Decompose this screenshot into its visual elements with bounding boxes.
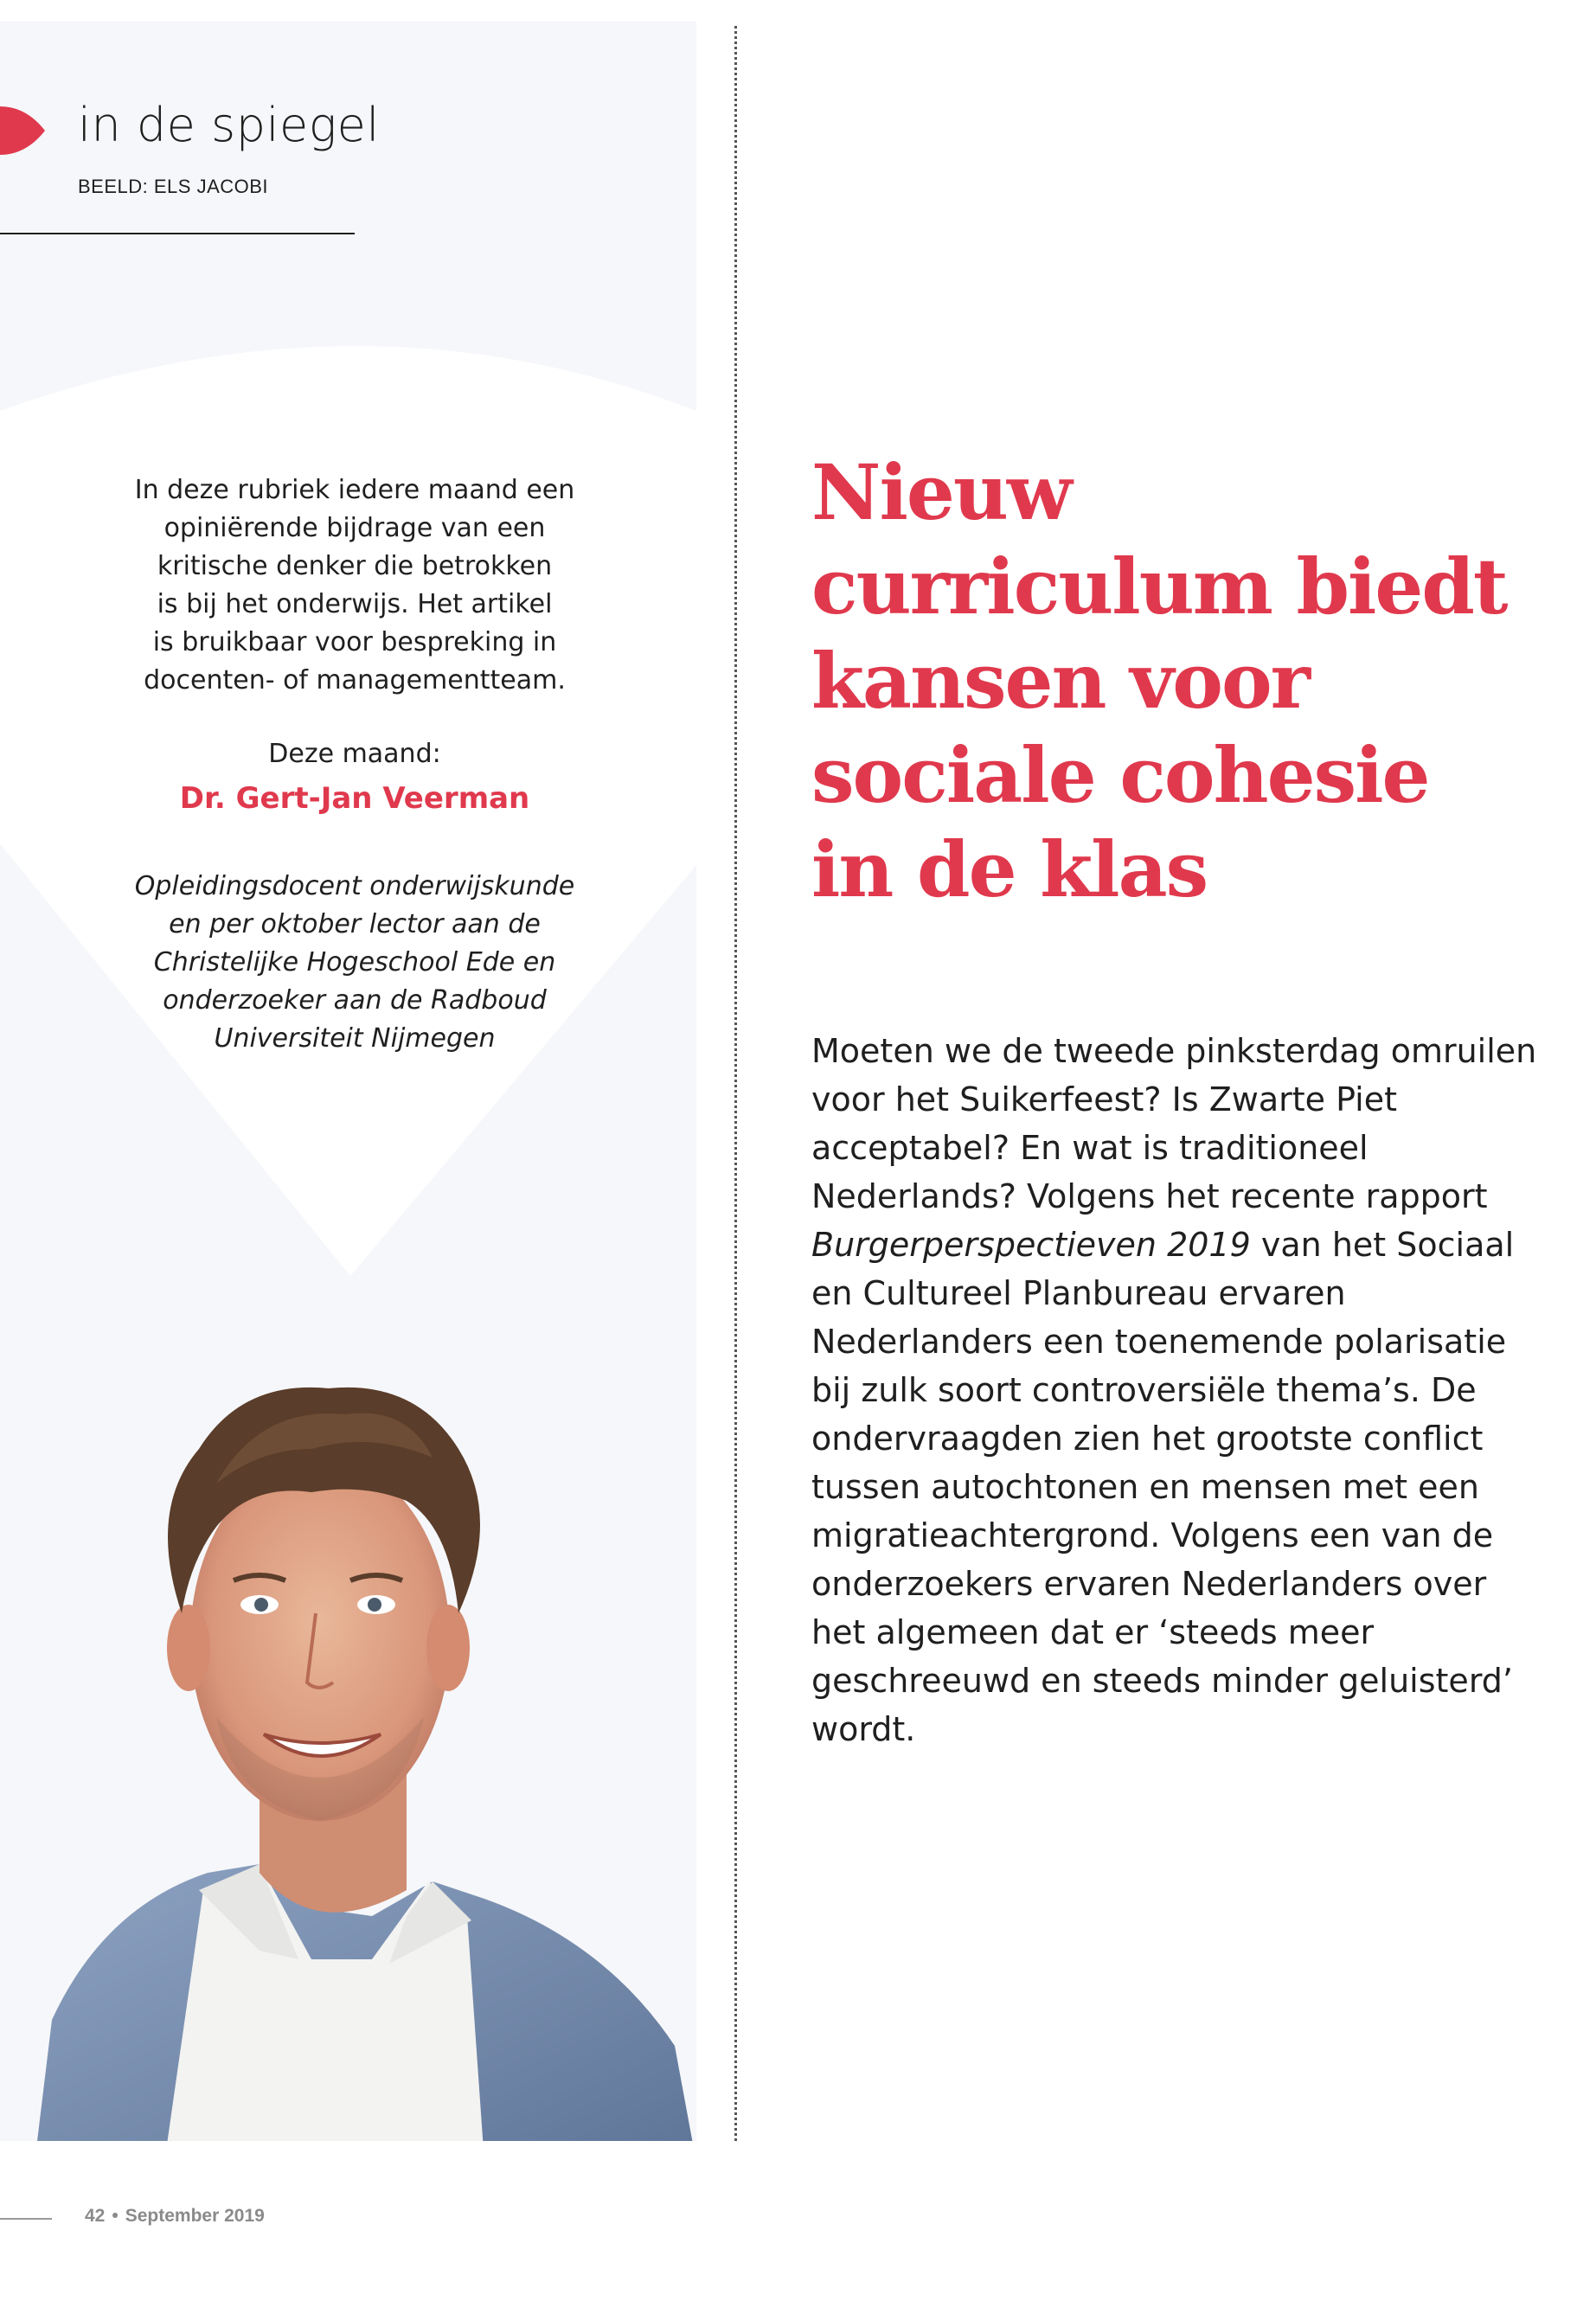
role-line: en per oktober lector aan de (169, 909, 541, 939)
dotted-divider (734, 26, 737, 2141)
intro-line: is bij het onderwijs. Het artikel (157, 589, 553, 619)
headline-line: kansen voor (811, 636, 1310, 726)
page-footer (85, 2206, 265, 2227)
role-line: Universiteit Nijmegen (214, 1023, 496, 1054)
headline-line: sociale cohesie (811, 730, 1429, 820)
footer-rule (0, 2218, 52, 2220)
photo-credit: BEELD: ELS JACOBI (78, 176, 269, 197)
article-headline (811, 445, 1555, 917)
role-line: Opleidingsdocent onderwijskunde (134, 871, 575, 901)
author-name: Dr. Gert-Jan Veerman (179, 781, 530, 816)
role-line: Christelijke Hogeschool Ede en (153, 947, 556, 977)
intro-line: is bruikbaar voor bespreking in (152, 627, 557, 657)
header-rule (0, 233, 355, 234)
red-leaf-icon (0, 106, 45, 155)
footer-separator: • (112, 2206, 119, 2226)
intro-line: kritische denker die betrokken (157, 551, 553, 581)
intro-line: In deze rubriek iedere maand een (134, 475, 575, 505)
headline-line: Nieuw (811, 447, 1071, 537)
article-lead (811, 1027, 1538, 1753)
lead-text: Moeten we de tweede pinksterdag omruilen voor het Suikerfeest? Is Zwarte Piet acceptabel? En wat is traditioneel Nederlands? Volgens het recente rapport (811, 1032, 1537, 1215)
headline-line: in de klas (811, 824, 1208, 914)
intro-text (130, 471, 580, 700)
page-number: 42 (85, 2206, 106, 2226)
issue-date: September 2019 (125, 2206, 265, 2226)
left-panel (0, 22, 696, 2141)
report-title: Burgerperspectieven 2019 (811, 1226, 1251, 1264)
headline-line: curriculum biedt (811, 542, 1507, 631)
author-portrait (0, 1354, 696, 2141)
author-role (130, 868, 580, 1058)
intro-line: docenten- of managementteam. (144, 665, 566, 695)
lead-text: van het Sociaal en Cultureel Planbureau ervaren Nederlanders een toenemende polarisatie bij zulk soort controversiële thema’s. De ondervraagden zien het grootste conflict tussen autochtonen en mensen met een migratieachtergrond. Volgens een van de onderzoekers ervaren Nederlanders over het algemeen dat er ‘steeds meer geschreeuwd en steeds minder geluisterd’ wordt. (811, 1226, 1515, 1748)
section-title: in de spiegel (78, 98, 380, 152)
intro-line: opiniërende bijdrage van een (163, 513, 546, 543)
role-line: onderzoeker aan de Radboud (163, 985, 547, 1016)
this-month-label: Deze maand: (268, 739, 441, 769)
